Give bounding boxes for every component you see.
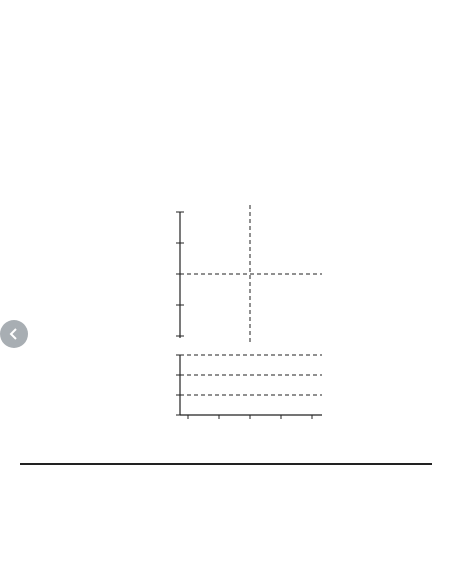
warning-note (20, 463, 432, 469)
previous-slide-button[interactable] (0, 320, 28, 348)
chevron-left-icon (8, 327, 20, 341)
